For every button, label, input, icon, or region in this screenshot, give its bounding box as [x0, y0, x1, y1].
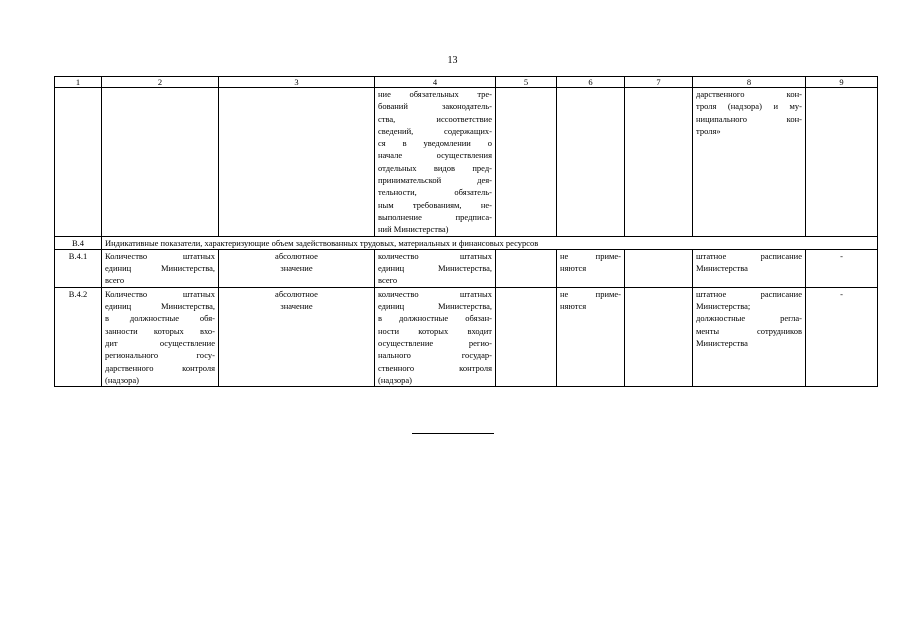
table-cell [806, 88, 878, 237]
continuation-col8-cell [693, 88, 806, 237]
cell-line: в должностные обя- [105, 313, 215, 324]
indicator-name-cell [102, 249, 219, 287]
formula-cell [375, 287, 496, 386]
cell-line: принимательской дея- [378, 175, 492, 186]
cell-line: занности которых вхо- [105, 325, 215, 336]
cell-line: ным требованиям, не- [378, 199, 492, 210]
table-cell [496, 249, 557, 287]
cell-line: дарственного кон- [696, 89, 802, 99]
cell-line: ства, иссоответствие [378, 113, 492, 124]
table-cell [557, 88, 625, 237]
formula-cell [375, 249, 496, 287]
section-title: Индикативные показатели, характеризующие объем задействованных трудовых, материальных и финансовых ресурсов [102, 236, 878, 249]
coefficient-cell [557, 249, 625, 287]
cell-line: количество штатных [378, 250, 492, 261]
cell-line: Количество штатных [105, 250, 215, 261]
cell-line: начале осуществления [378, 150, 492, 161]
cell-line: количество штатных [378, 288, 492, 299]
cell-line: значение [280, 301, 313, 312]
table-cell [625, 88, 693, 237]
cell-line: регионального госу- [105, 350, 215, 361]
column-number: 5 [496, 77, 557, 88]
coefficient-cell [557, 287, 625, 386]
cell-line: выполнение предписа- [378, 211, 492, 222]
cell-line: Количество штатных [105, 288, 215, 299]
column-number: 6 [557, 77, 625, 88]
column-number: 1 [55, 77, 102, 88]
column-number: 8 [693, 77, 806, 88]
cell-line: штатное расписание [696, 288, 802, 299]
table-cell [219, 88, 375, 237]
cell-line: осуществление регио- [378, 337, 492, 348]
continuation-col4-cell [375, 88, 496, 237]
cell-line: (надзора) [378, 374, 412, 385]
cell-line: значение [280, 263, 313, 274]
cell-line: няются [560, 301, 587, 312]
row-code: В.4.1 [55, 249, 102, 287]
cell-line: единиц Министерства, [105, 301, 215, 312]
cell-line: единиц Министерства, [378, 301, 492, 312]
cell-line: бований законодатель- [378, 101, 492, 112]
column-number: 3 [219, 77, 375, 88]
cell-line: Министерства [696, 263, 748, 274]
cell-line: тельности, обязатель- [378, 187, 492, 198]
cell-line: няются [560, 263, 587, 274]
note-cell: - [806, 249, 878, 287]
table-row [55, 249, 878, 287]
table-cell [625, 249, 693, 287]
continuation-row [55, 88, 878, 237]
section-code: В.4 [55, 236, 102, 249]
indicators-table [54, 76, 878, 387]
cell-line: абсолютное [275, 250, 318, 261]
footnote-divider [412, 433, 494, 434]
unit-cell [219, 287, 375, 386]
indicator-name-cell [102, 287, 219, 386]
source-cell [693, 287, 806, 386]
cell-line: ственного контроля [378, 362, 492, 373]
cell-line: в должностные обязан- [378, 313, 492, 324]
row-code: В.4.2 [55, 287, 102, 386]
cell-line: троля» [696, 125, 721, 136]
section-row [55, 236, 878, 249]
table-cell [55, 88, 102, 237]
column-number: 4 [375, 77, 496, 88]
page-number: 13 [447, 55, 458, 66]
table-cell [102, 88, 219, 237]
cell-line: всего [378, 275, 398, 286]
cell-line: абсолютное [275, 288, 318, 299]
cell-line: менты сотрудников [696, 325, 802, 336]
note-cell: - [806, 287, 878, 386]
cell-line: сведений, содержащих- [378, 125, 492, 136]
cell-line: ся в уведомлении о [378, 138, 492, 149]
cell-line: всего [105, 275, 125, 286]
cell-line: троля (надзора) и му- [696, 101, 802, 112]
cell-line: ние обязательных тре- [378, 89, 492, 99]
column-number: 9 [806, 77, 878, 88]
cell-line: единиц Министерства, [378, 263, 492, 274]
column-number: 7 [625, 77, 693, 88]
table-cell [625, 287, 693, 386]
cell-line: ниципального кон- [696, 113, 802, 124]
cell-line: отдельных видов пред- [378, 162, 492, 173]
source-cell [693, 249, 806, 287]
cell-line: единиц Министерства, [105, 263, 215, 274]
cell-line: не приме- [560, 250, 621, 261]
cell-line: ности которых входит [378, 325, 492, 336]
cell-line: Министерства [696, 337, 748, 348]
cell-line: дарственного контроля [105, 362, 215, 373]
cell-line: нального государ- [378, 350, 492, 361]
cell-line: должностные регла- [696, 313, 802, 324]
table-cell [496, 287, 557, 386]
cell-line: ний Министерства) [378, 224, 449, 235]
cell-line: штатное расписание [696, 250, 802, 261]
table-row [55, 287, 878, 386]
cell-line: дит осуществление [105, 337, 215, 348]
unit-cell [219, 249, 375, 287]
cell-line: (надзора) [105, 374, 139, 385]
table-cell [496, 88, 557, 237]
column-number: 2 [102, 77, 219, 88]
cell-line: Министерства; [696, 301, 751, 312]
column-numbers-row [55, 77, 878, 88]
cell-line: не приме- [560, 288, 621, 299]
